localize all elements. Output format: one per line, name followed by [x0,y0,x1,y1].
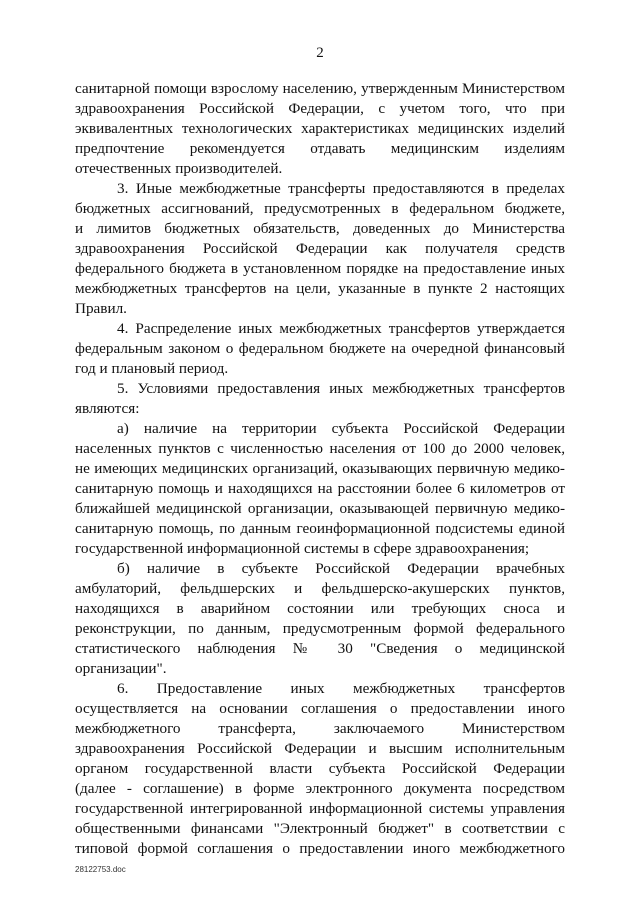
document-filename: 28122753.doc [75,865,126,874]
text-line: здравоохранения Российской Федерации и высшим исполнительным [75,740,565,757]
text-line: организации". [75,660,167,677]
paragraph-item-5b [75,559,565,679]
text-line: общественными финансами "Электронный бюджет" в соответствии с [75,820,565,837]
text-line: а) наличие на территории субъекта Российской Федерации [117,420,565,437]
text-line: санитарную помощь и находящихся на расстоянии более 6 километров от [75,480,565,497]
text-line: здравоохранения Российской Федерации, с учетом того, что при [75,100,565,117]
text-line: органом государственной власти субъекта Российской Федерации [75,760,565,777]
text-line: санитарной помощи взрослому населению, утвержденным Министерством [75,80,565,97]
document-body [75,79,565,859]
text-line: являются: [75,400,140,417]
text-line: бюджетных ассигнований, предусмотренных в федеральном бюджете, [75,200,565,217]
text-line: межбюджетных трансфертов на цели, указанные в пункте 2 настоящих [75,280,565,297]
text-line: 4. Распределение иных межбюджетных трансфертов утверждается [117,320,565,337]
text-line: федеральным законом о федеральном бюджете на очередной финансовый [75,340,565,357]
paragraph-item-4 [75,319,565,379]
text-line: не имеющих медицинских организаций, оказывающих первичную медико- [75,460,565,477]
text-line: 3. Иные межбюджетные трансферты предоставляются в пределах [117,180,565,197]
text-line: ближайшей медицинской организации, оказывающей первичную медико- [75,500,565,517]
text-line: санитарную помощь, по данным геоинформационной подсистемы единой [75,520,565,537]
text-line: отечественных производителей. [75,160,283,177]
text-line: находящихся в аварийном состоянии или требующих сноса и [75,600,565,617]
text-line: межбюджетного трансферта, заключаемого Министерством [75,720,565,737]
paragraph-item-5a [75,419,565,559]
text-line: (далее - соглашение) в форме электронного документа посредством [75,780,565,797]
text-line: 6. Предоставление иных межбюджетных трансфертов [117,680,565,697]
text-line: б) наличие в субъекте Российской Федерации врачебных [117,560,565,577]
text-line: федерального бюджета в установленном порядке на предоставление иных [75,260,565,277]
paragraph-item-3 [75,179,565,319]
text-line: государственной информационной системы в сфере здравоохранения; [75,540,530,557]
text-line: типовой формой соглашения о предоставлении иного межбюджетного [75,840,565,857]
page-number: 2 [316,45,324,61]
text-line: государственной интегрированной информационной системы управления [75,800,565,817]
text-line: осуществляется на основании соглашения о предоставлении иного [75,700,565,717]
text-line: амбулаторий, фельдшерских и фельдшерско-акушерских пунктов, [75,580,565,597]
paragraph-continuation [75,79,565,179]
paragraph-item-6 [75,679,565,859]
text-line: Правил. [75,300,127,317]
text-line: и лимитов бюджетных обязательств, доведенных до Министерства [75,220,565,237]
paragraph-item-5 [75,379,565,419]
text-line: год и плановый период. [75,360,229,377]
text-line: здравоохранения Российской Федерации как получателя средств [75,240,565,257]
text-line: населенных пунктов с численностью населения от 100 до 2000 человек, [75,440,565,457]
text-line: эквивалентных технологических характеристиках медицинских изделий [75,120,565,137]
text-line: реконструкции, по данным, предусмотренным формой федерального [75,620,565,637]
text-line: 5. Условиями предоставления иных межбюджетных трансфертов [117,380,565,397]
text-line: предпочтение рекомендуется отдавать медицинским изделиям [75,140,565,157]
text-line: статистического наблюдения № 30 "Сведения о медицинской [75,640,565,657]
